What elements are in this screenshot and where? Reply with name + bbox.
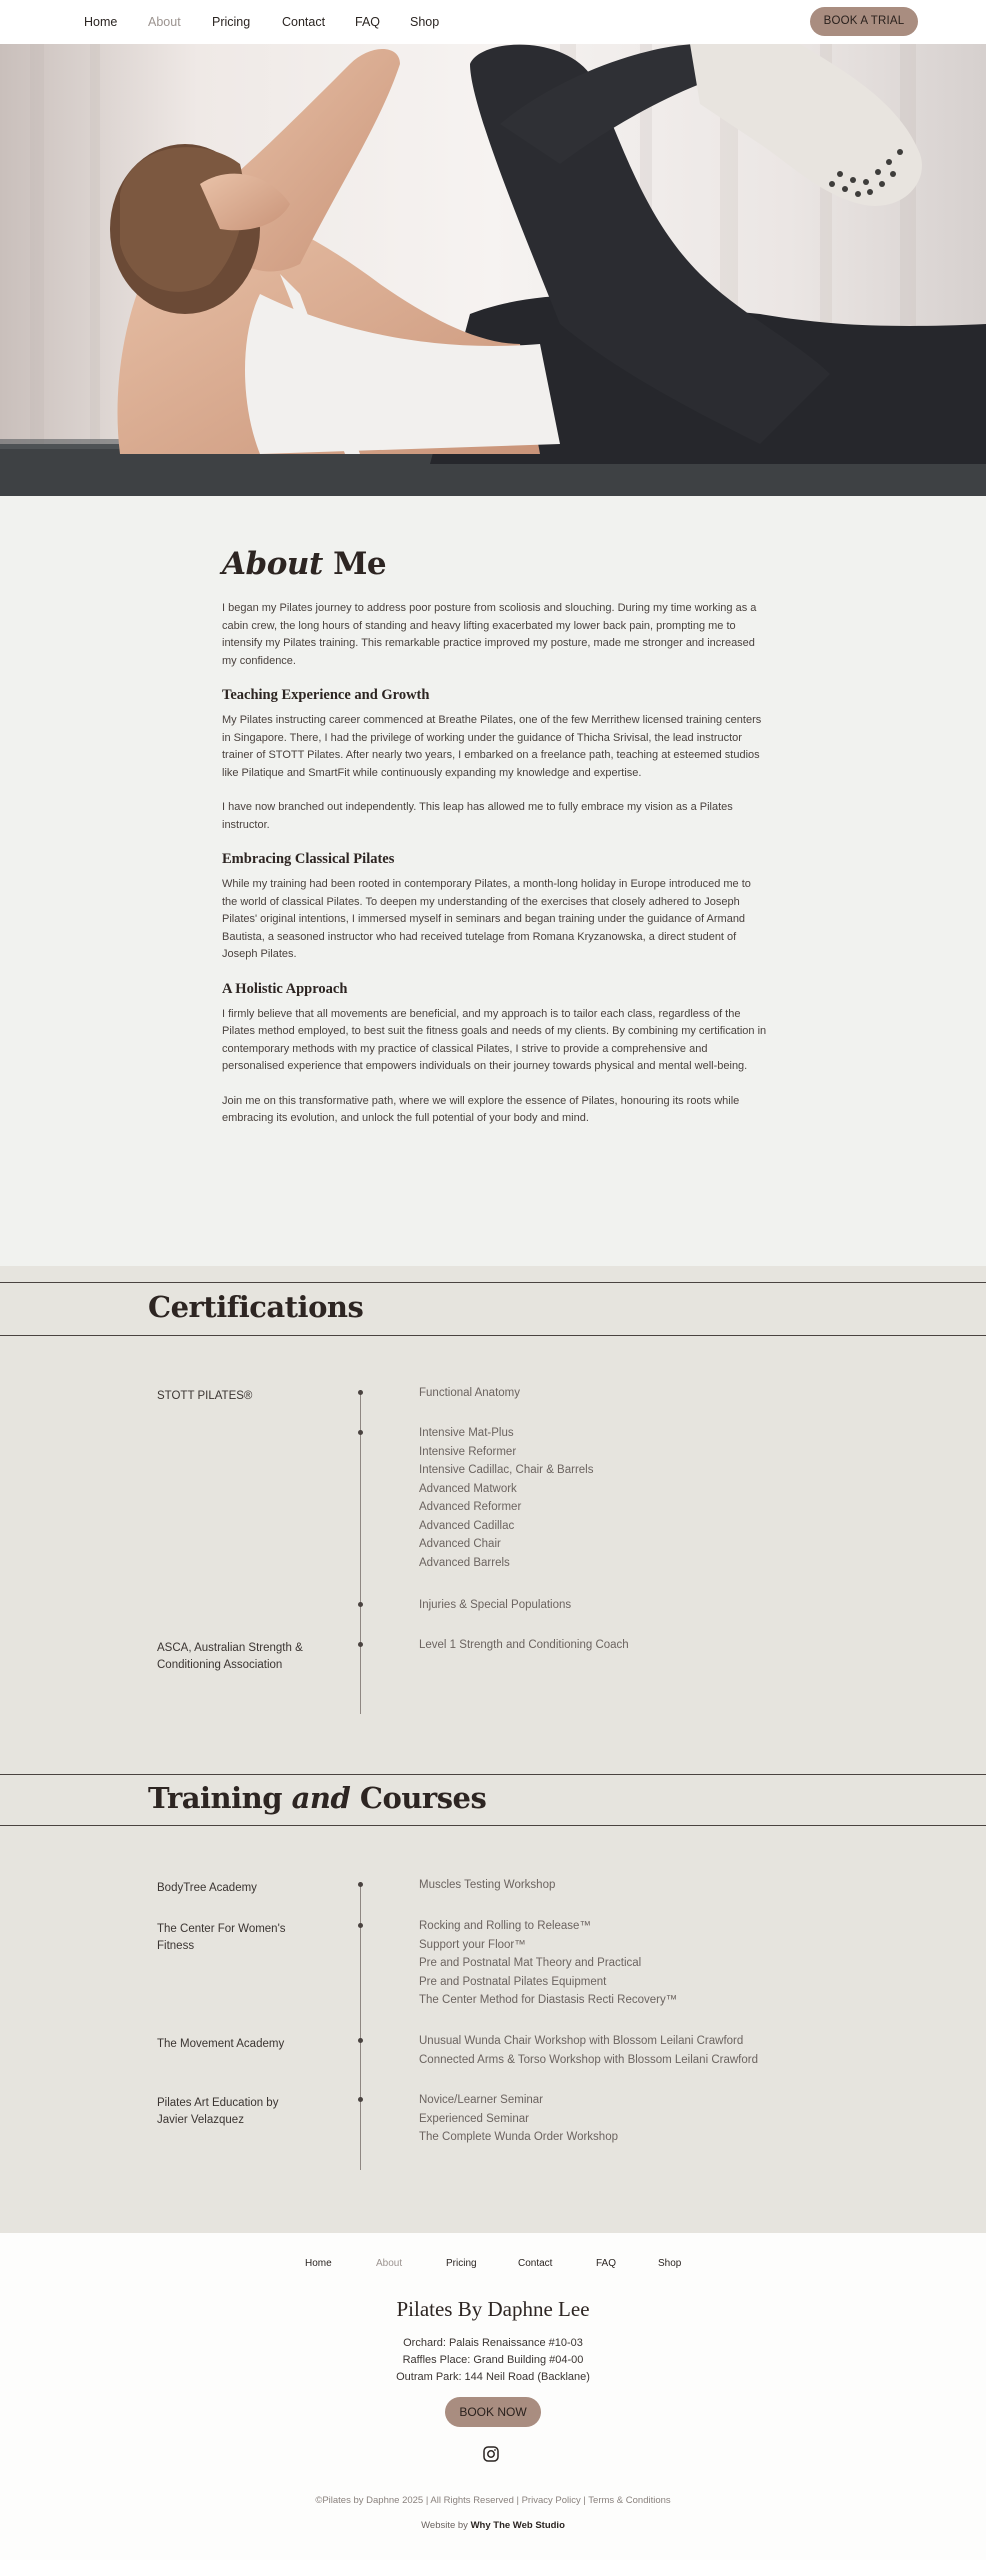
- hero-illustration: [0, 44, 986, 496]
- certifications-timeline: [360, 1390, 361, 1714]
- classical-paragraph-1: While my training had been rooted in contemporary Pilates, a month-long holiday in Europe introduced me to the world of classical Pilates. To deepen my understanding of the exercises that closely adhered to Joseph Pilates' original intentions, I immersed myself in seminars and began training under the guidance of Armand Bautista, a seasoned instructor who had received tutelage from Romana Kryzanowska, a direct student of Joseph Pilates.: [222, 878, 751, 960]
- training-title-b: Courses: [359, 1781, 487, 1815]
- course-item: Connected Arms & Torso Workshop with Blossom Leilani Crawford: [419, 2053, 758, 2066]
- training-title-a: Training: [148, 1781, 283, 1815]
- hero-image: [0, 44, 986, 496]
- cert-item: Intensive Mat-Plus: [419, 1427, 514, 1439]
- footer-nav-home[interactable]: Home: [305, 2258, 332, 2269]
- org-bodytree: BodyTree Academy: [157, 1882, 257, 1894]
- timeline-dot: [358, 2097, 363, 2102]
- address-raffles-place: Raffles Place: Grand Building #04-00: [402, 2354, 584, 2366]
- nav-contact[interactable]: Contact: [282, 15, 326, 29]
- org-womens-fitness: The Center For Women's Fitness: [157, 1923, 286, 1952]
- training-title-bar: [0, 1774, 986, 1826]
- address-outram-park: Outram Park: 144 Neil Road (Backlane): [396, 2371, 590, 2383]
- nav-home[interactable]: Home: [84, 15, 118, 29]
- book-now-button[interactable]: BOOK NOW: [445, 2397, 541, 2427]
- course-item: Unusual Wunda Chair Workshop with Blossom Leilani Crawford: [419, 2035, 744, 2047]
- book-trial-button[interactable]: BOOK A TRIAL: [810, 7, 918, 36]
- course-item: Rocking and Rolling to Release™: [419, 1920, 591, 1932]
- cert-list-group-2: [419, 1424, 594, 1572]
- cert-item: Advanced Reformer: [419, 1501, 522, 1513]
- cert-item: Advanced Barrels: [419, 1556, 510, 1569]
- section-heading-holistic: A Holistic Approach: [222, 980, 348, 997]
- cert-list-group-4: [419, 1636, 629, 1655]
- footer-nav-about[interactable]: About: [376, 2258, 403, 2269]
- top-navigation: [0, 0, 986, 44]
- timeline-dot: [358, 2038, 363, 2043]
- section-heading-classical: Embracing Classical Pilates: [222, 851, 395, 867]
- course-item: Pre and Postnatal Pilates Equipment: [419, 1975, 607, 1988]
- about-intro: I began my Pilates journey to address poor posture from scoliosis and slouching. During my time working as a cabin crew, the long hours of standing and heavy lifting exacerbated my lower back pain, prompting me to intensify my Pilates training. This remarkable practice improved my posture, made me stronger and increased my confidence.: [222, 602, 757, 667]
- credit-prefix: Website by: [421, 2520, 468, 2531]
- course-list-group-4: [419, 2091, 618, 2147]
- footer-nav-shop[interactable]: Shop: [658, 2258, 682, 2269]
- certifications-title: Certifications: [148, 1290, 364, 1324]
- training-title-italic: and: [291, 1781, 351, 1815]
- cert-item: Advanced Matwork: [419, 1482, 517, 1495]
- nav-shop[interactable]: Shop: [410, 15, 440, 29]
- instagram-icon[interactable]: [483, 2446, 499, 2462]
- teaching-paragraph-1: My Pilates instructing career commenced at Breathe Pilates, one of the few Merrithew licensed training centers in Singapore. There, I had the privilege of working under the guidance of Thicha Srivisal, the lead instructor trainer of STOTT Pilates. After nearly two years, I embarked on a freelance path, teaching at esteemed studios like Pilatique and SmartFit while continuously expanding my knowledge and expertise.: [222, 714, 762, 779]
- timeline-dot: [358, 1923, 363, 1928]
- course-item: Pre and Postnatal Mat Theory and Practical: [419, 1957, 642, 1969]
- course-item: Novice/Learner Seminar: [419, 2094, 544, 2106]
- cert-item: Advanced Cadillac: [419, 1519, 515, 1532]
- training-title: [148, 1781, 486, 1815]
- footer-nav-contact[interactable]: Contact: [518, 2258, 553, 2269]
- course-item: The Center Method for Diastasis Recti Recovery™: [419, 1994, 678, 2006]
- footer-nav-faq[interactable]: FAQ: [596, 2258, 617, 2269]
- timeline-dot: [358, 1390, 363, 1395]
- about-section: [0, 496, 986, 1266]
- cert-list-group-3: [419, 1596, 571, 1615]
- holistic-paragraph-1: I firmly believe that all movements are beneficial, and my approach is to tailor each class, regardless of the Pilates method employed, to best suit the fitness goals and needs of my clients. By combining my certification in contemporary methods with my practice of classical Pilates, I strive to provide a comprehensive and personalised experience that empowers individuals on their journey towards physical and mental well-being.: [222, 1007, 767, 1072]
- cert-item: Functional Anatomy: [419, 1387, 521, 1399]
- holistic-paragraph-2: Join me on this transformative path, where we will explore the essence of Pilates, honouring its roots while embracing its evolution, and unlock the full potential of your body and mind.: [222, 1094, 740, 1124]
- course-item: The Complete Wunda Order Workshop: [419, 2131, 618, 2143]
- footer: [0, 2233, 986, 2560]
- course-item: Experienced Seminar: [419, 2112, 529, 2125]
- certifications-title-bar: [0, 1282, 986, 1336]
- website-credit: [0, 2520, 986, 2531]
- about-title: [222, 546, 767, 582]
- nav-pricing[interactable]: Pricing: [212, 15, 251, 29]
- course-list-group-1: [419, 1876, 555, 1895]
- timeline-dot: [358, 1602, 363, 1607]
- course-list-group-2: [419, 1917, 677, 2010]
- org-movement-academy: The Movement Academy: [157, 2038, 285, 2050]
- course-item: Muscles Testing Workshop: [419, 1879, 556, 1891]
- address-orchard: Orchard: Palais Renaissance #10-03: [403, 2337, 583, 2349]
- about-content: [222, 546, 767, 1145]
- section-heading-teaching: Teaching Experience and Growth: [222, 687, 430, 703]
- cert-item: Intensive Reformer: [419, 1445, 517, 1458]
- cert-item: Advanced Chair: [419, 1538, 501, 1550]
- nav-faq[interactable]: FAQ: [355, 15, 381, 29]
- cert-item: Injuries & Special Populations: [419, 1599, 572, 1611]
- about-title-rest: Me: [333, 546, 387, 582]
- cert-item: Level 1 Strength and Conditioning Coach: [419, 1639, 629, 1651]
- org-asca: ASCA, Australian Strength & Conditioning Association: [157, 1642, 303, 1671]
- certifications-section: [0, 1266, 986, 1774]
- training-section: [0, 1774, 986, 2233]
- about-title-italic: About: [222, 546, 323, 582]
- footer-nav-pricing[interactable]: Pricing: [446, 2258, 477, 2269]
- org-pilates-art: Pilates Art Education by Javier Velazquez: [157, 2097, 279, 2126]
- credit-studio-link[interactable]: Why The Web Studio: [470, 2520, 565, 2531]
- timeline-dot: [358, 1882, 363, 1887]
- copyright-text: ©Pilates by Daphne 2025 | All Rights Reserved | Privacy Policy | Terms & Conditions: [315, 2495, 671, 2506]
- teaching-paragraph-2: I have now branched out independently. This leap has allowed me to fully embrace my vision as a Pilates instructor.: [222, 801, 733, 831]
- timeline-dot: [358, 1430, 363, 1435]
- nav-about[interactable]: About: [148, 15, 181, 29]
- footer-brand: Pilates By Daphne Lee: [396, 2297, 590, 2321]
- org-stott-pilates: STOTT PILATES®: [157, 1390, 253, 1402]
- cert-list-group-1: [419, 1384, 520, 1403]
- timeline-dot: [358, 1642, 363, 1647]
- course-item: Support your Floor™: [419, 1938, 526, 1951]
- course-list-group-3: [419, 2032, 758, 2069]
- cert-item: Intensive Cadillac, Chair & Barrels: [419, 1464, 594, 1476]
